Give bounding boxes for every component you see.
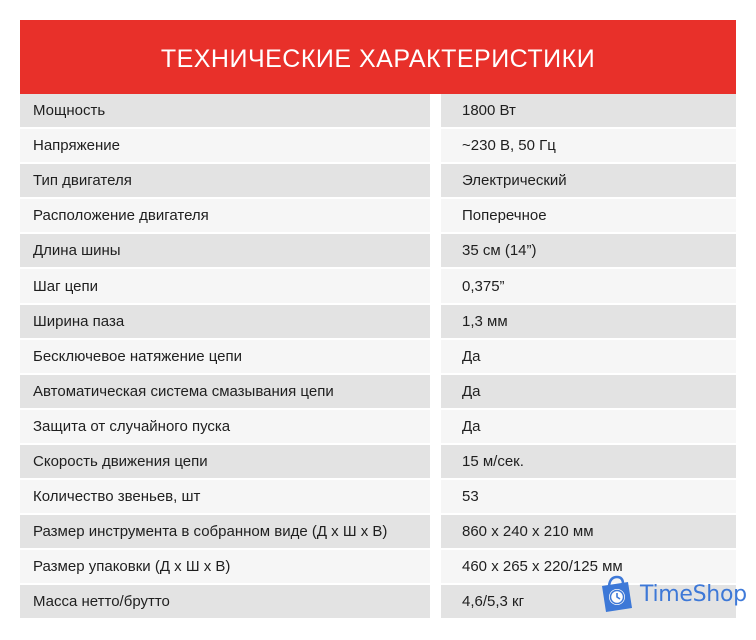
spec-value: 0,375”: [441, 269, 736, 304]
spec-value: 53: [441, 480, 736, 515]
spec-label: Длина шины: [20, 234, 430, 269]
spec-label: Скорость движения цепи: [20, 445, 430, 480]
spec-label: Бесключевое натяжение цепи: [20, 340, 430, 375]
shopping-bag-clock-icon: [596, 574, 636, 614]
spec-label: Размер инструмента в собранном виде (Д х Ш х В): [20, 515, 430, 550]
watermark-text: TimeShop: [640, 581, 747, 607]
spec-label: Тип двигателя: [20, 164, 430, 199]
spec-value: Да: [441, 410, 736, 445]
spec-value: Да: [441, 340, 736, 375]
table-row: [20, 129, 736, 164]
spec-label: Шаг цепи: [20, 269, 430, 304]
spec-label: Размер упаковки (Д х Ш х В): [20, 550, 430, 585]
spec-label: Мощность: [20, 94, 430, 129]
spec-value: 1,3 мм: [441, 305, 736, 340]
spec-label: Ширина паза: [20, 305, 430, 340]
spec-label: Автоматическая система смазывания цепи: [20, 375, 430, 410]
spec-value: Электрический: [441, 164, 736, 199]
spec-label: Масса нетто/брутто: [20, 585, 430, 620]
table-row: [20, 199, 736, 234]
spec-value: 460 х 265 х 220/125 мм: [441, 550, 736, 585]
table-row: [20, 164, 736, 199]
spec-table: [20, 94, 736, 620]
timeshop-watermark: [596, 574, 747, 614]
spec-value: Да: [441, 375, 736, 410]
table-row: [20, 515, 736, 550]
page-title: ТЕХНИЧЕСКИЕ ХАРАКТЕРИСТИКИ: [160, 44, 596, 73]
spec-value: 4,6/5,3 кг: [441, 585, 736, 620]
spec-label: Напряжение: [20, 129, 430, 164]
spec-value: ~230 В, 50 Гц: [441, 129, 736, 164]
table-row: [20, 445, 736, 480]
table-row: [20, 340, 736, 375]
spec-label: Расположение двигателя: [20, 199, 430, 234]
table-row: [20, 234, 736, 269]
table-row: [20, 375, 736, 410]
spec-value: Поперечное: [441, 199, 736, 234]
spec-value: 15 м/сек.: [441, 445, 736, 480]
spec-label: Количество звеньев, шт: [20, 480, 430, 515]
table-row: [20, 269, 736, 304]
table-row: [20, 305, 736, 340]
table-row: [20, 410, 736, 445]
spec-value: 1800 Вт: [441, 94, 736, 129]
spec-value: 860 х 240 х 210 мм: [441, 515, 736, 550]
table-row: [20, 480, 736, 515]
spec-label: Защита от случайного пуска: [20, 410, 430, 445]
table-row: [20, 94, 736, 129]
spec-header: [20, 20, 736, 94]
spec-value: 35 см (14”): [441, 234, 736, 269]
